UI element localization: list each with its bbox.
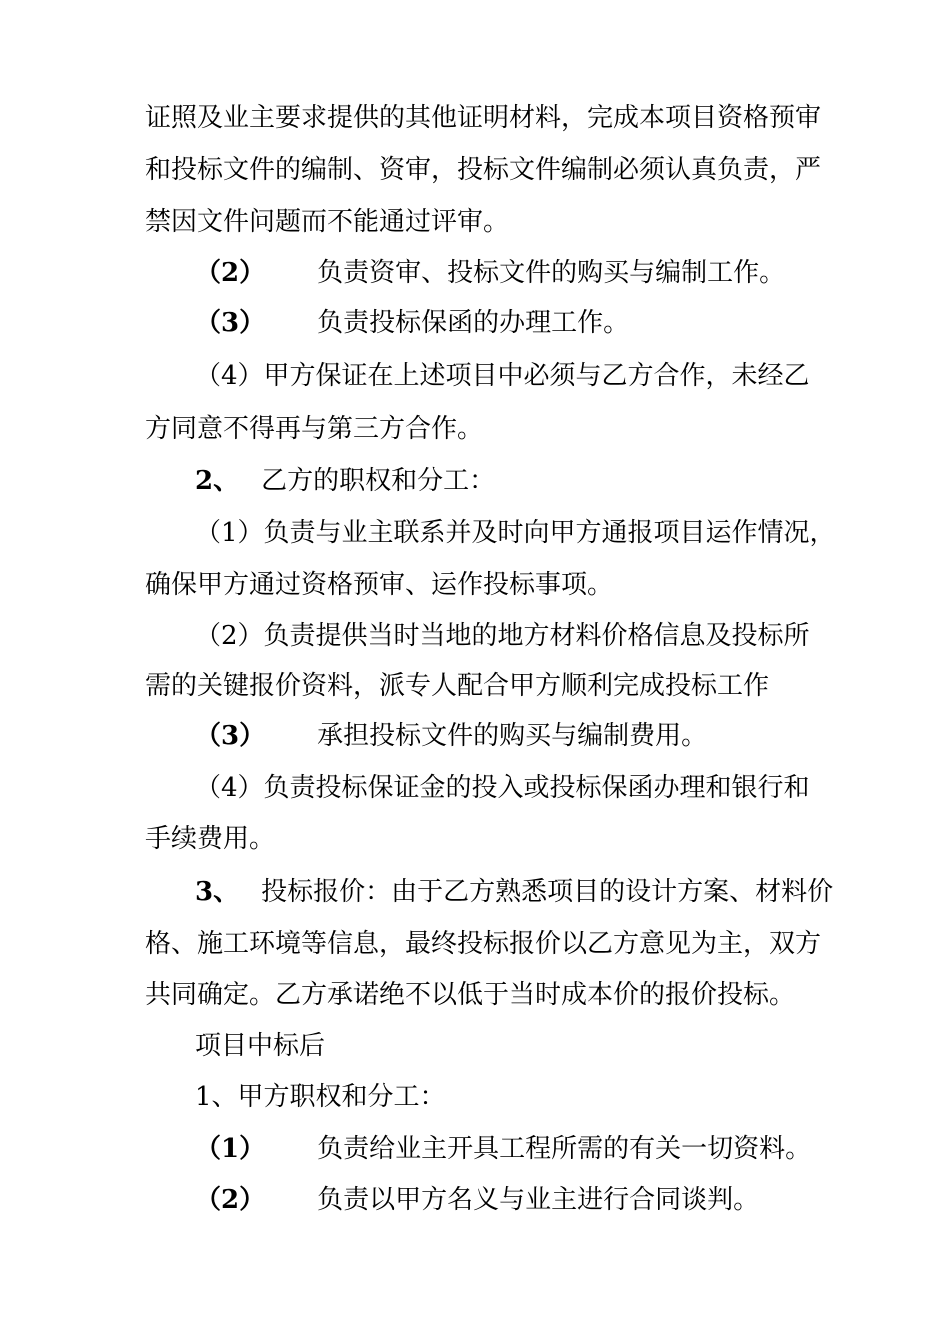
item-number: （1） <box>195 1134 266 1164</box>
item-number: （2） <box>195 1185 266 1215</box>
paragraph-line: 方同意不得再与第三方合作。 <box>145 414 484 444</box>
item-text: 负责以甲方名义与业主进行合同谈判。 <box>317 1185 760 1215</box>
paragraph-line: （4）负责投标保证金的投入或投标保函办理和银行和 <box>195 773 810 803</box>
list-item <box>195 303 629 343</box>
list-item <box>195 1180 759 1220</box>
paragraph-line: 共同确定。乙方承诺绝不以低于当时成本价的报价投标。 <box>145 980 796 1010</box>
item-text: 负责投标保函的办理工作。 <box>317 308 630 338</box>
item-text: 负责给业主开具工程所需的有关一切资料。 <box>317 1134 812 1164</box>
paragraph-line: 手续费用。 <box>145 824 276 854</box>
list-item <box>195 253 785 293</box>
paragraph-line: 证照及业主要求提供的其他证明材料，完成本项目资格预审 <box>145 103 822 133</box>
item-text: 承担投标文件的购买与编制费用。 <box>317 721 708 751</box>
paragraph-line: （1）负责与业主联系并及时向甲方通报项目运作情况， <box>195 518 836 548</box>
paragraph-line: （2）负责提供当时当地的地方材料价格信息及投标所 <box>195 621 810 651</box>
item-text: 负责资审、投标文件的购买与编制工作。 <box>317 258 786 288</box>
paragraph-line: （4）甲方保证在上述项目中必须与乙方合作，未经乙 <box>195 361 810 391</box>
section-number: 3、 <box>195 877 240 907</box>
section-heading: 1、甲方职权和分工： <box>195 1082 446 1112</box>
paragraph-line: 禁因文件问题而不能通过评审。 <box>145 207 510 237</box>
item-number: （3） <box>195 721 266 751</box>
section-number: 2、 <box>195 466 240 496</box>
section-heading <box>195 461 495 501</box>
item-number: （2） <box>195 258 266 288</box>
paragraph-line: 和投标文件的编制、资审，投标文件编制必须认真负责，严 <box>145 155 822 185</box>
paragraph-line: 确保甲方通过资格预审、运作投标事项。 <box>145 570 614 600</box>
list-item <box>195 716 707 756</box>
list-item <box>195 1129 811 1169</box>
section-heading <box>195 872 833 912</box>
section-title: 乙方的职权和分工： <box>261 466 496 496</box>
subheading: 项目中标后 <box>195 1031 326 1061</box>
paragraph-line: 需的关键报价资料，派专人配合甲方顺利完成投标工作 <box>145 671 770 701</box>
paragraph-line: 格、施工环境等信息，最终投标报价以乙方意见为主，双方 <box>145 929 822 959</box>
section-text: 投标报价：由于乙方熟悉项目的设计方案、材料价 <box>261 877 834 907</box>
item-number: （3） <box>195 308 266 338</box>
